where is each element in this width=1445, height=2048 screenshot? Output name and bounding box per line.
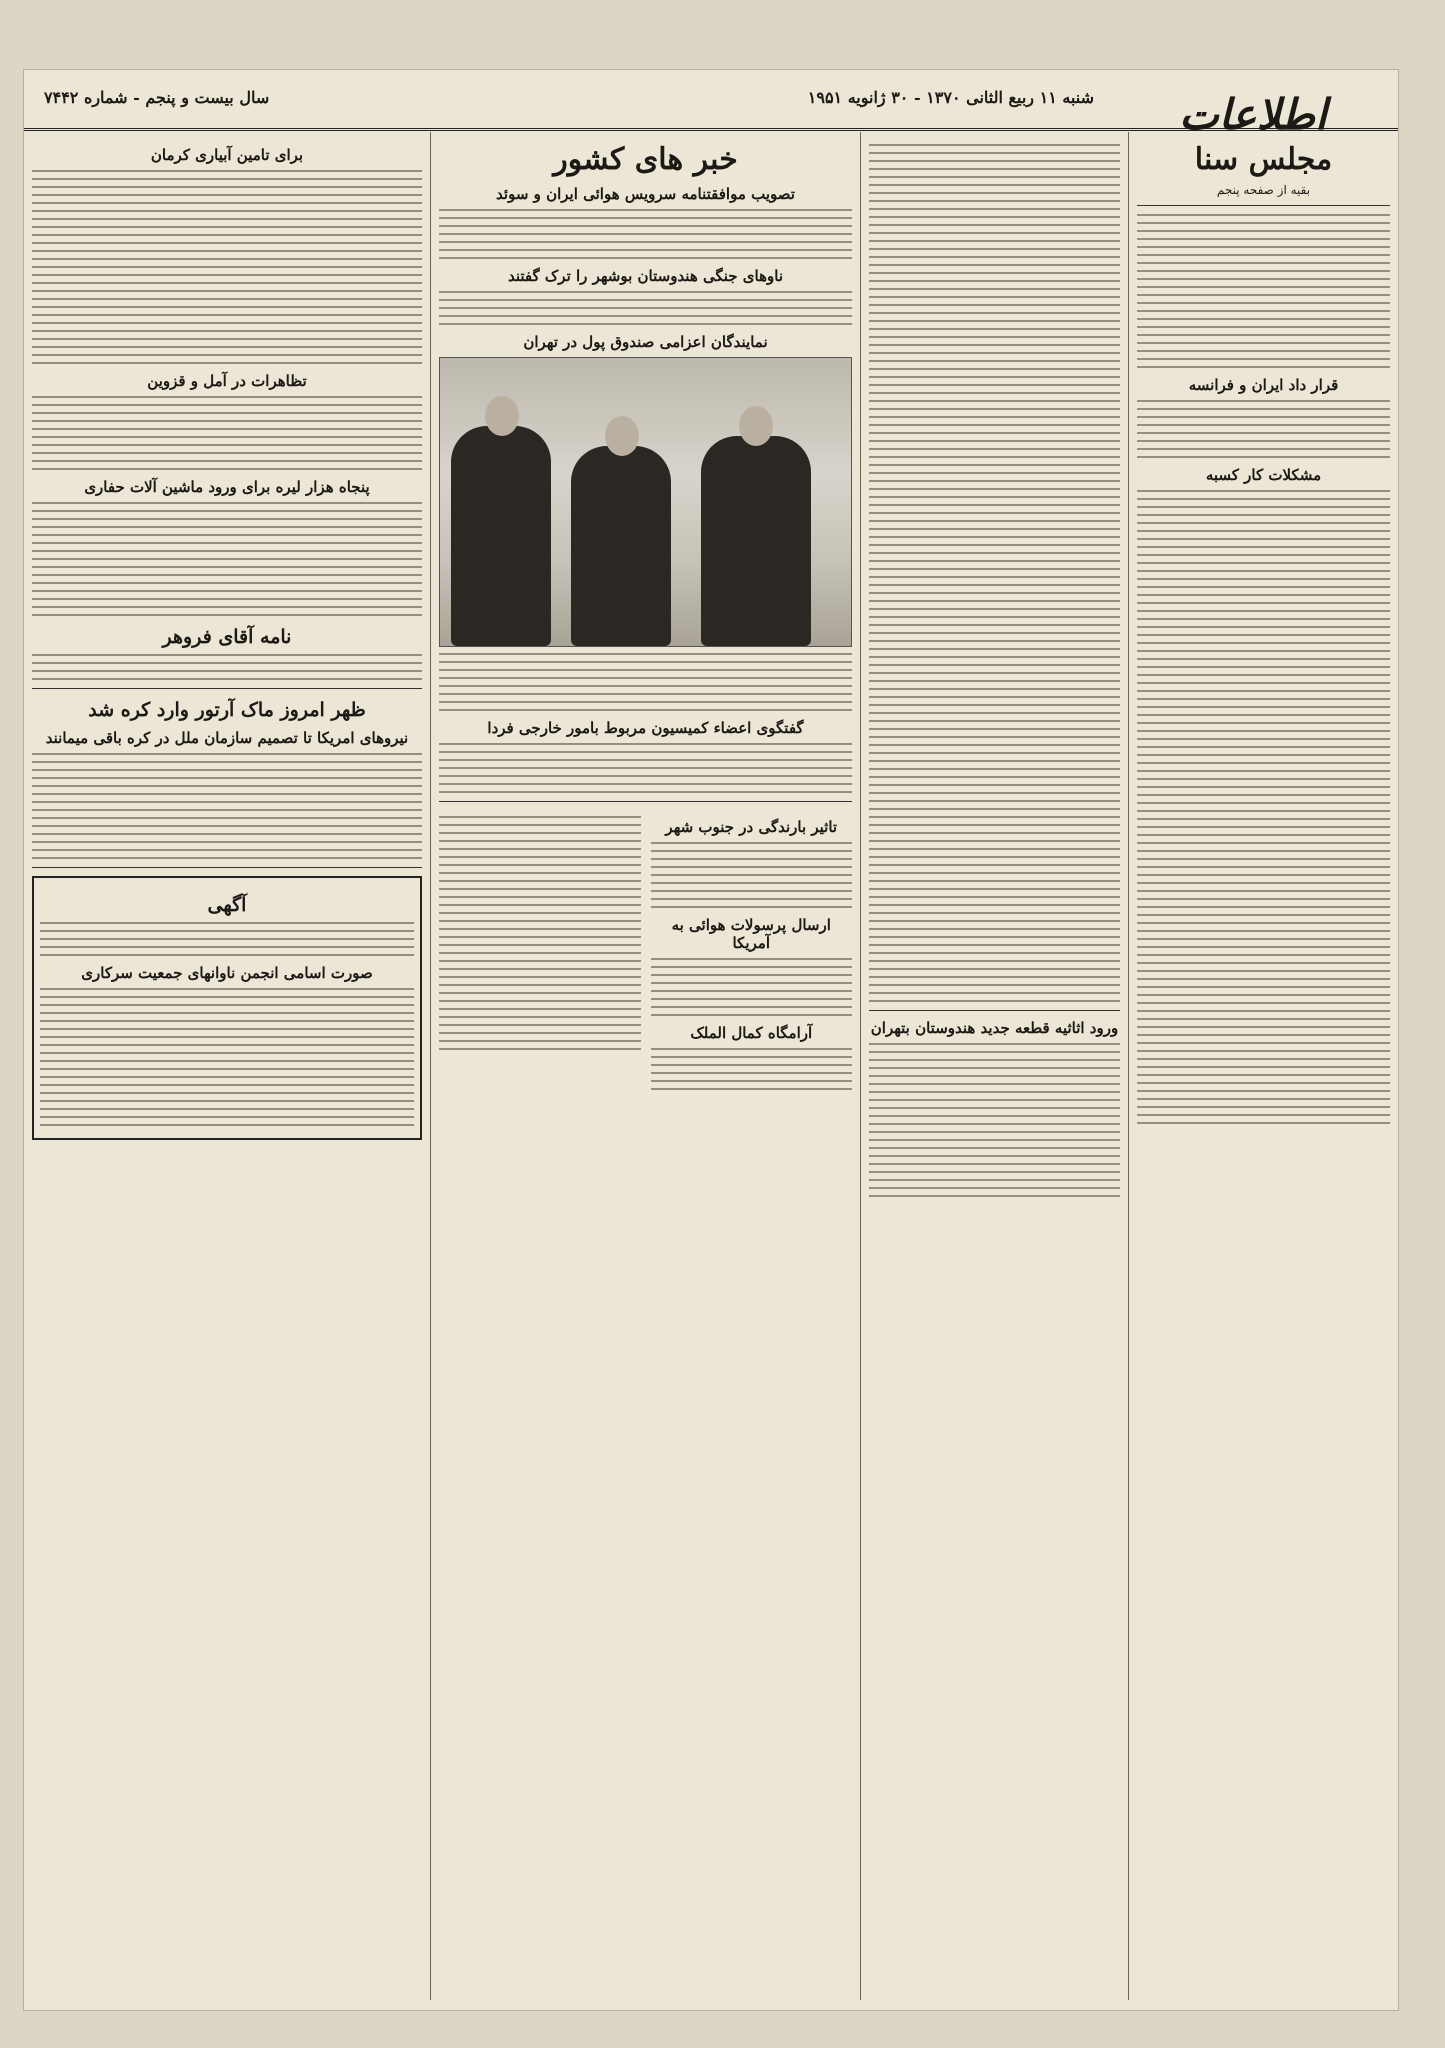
senate-body: [1137, 214, 1390, 2000]
ad-title: آگهی: [207, 894, 247, 916]
column-provincial: [24, 132, 430, 2000]
column-senate: [1128, 132, 1398, 2000]
column-national-news: [430, 132, 860, 2000]
issue-date: شنبه ۱۱ ربیع الثانی ۱۳۷۰ - ۳۰ ژانویه ۱۹۵۱: [807, 88, 1094, 107]
provincial-title: برای تامین آبیاری کرمان: [150, 146, 304, 164]
continued-body: [869, 144, 1120, 2000]
arrival-headline: ورود اثاثیه قطعه جدید هندوستان بتهران: [870, 1019, 1119, 1037]
senate-title: مجلس سنا: [1194, 142, 1333, 177]
senate-section-2: قرار داد ایران و فرانسه: [1188, 376, 1339, 394]
news-photo: [439, 357, 852, 647]
provincial-sub2: پنجاه هزار لیره برای ورود ماشین آلات حفاری: [84, 478, 370, 496]
masthead: [24, 70, 1398, 139]
condolence-headline: آرامگاه کمال الملک: [690, 1024, 813, 1042]
national-news-sub5: تاثیر بارندگی در جنوب شهر: [665, 818, 838, 836]
macarthur-headline: ظهر امروز ماک آرتور وارد کره شد: [88, 699, 366, 721]
macarthur-subhead: نیروهای امریکا تا تصمیم سازمان ملل در کره باقی میمانند: [45, 729, 409, 747]
dateline: [44, 88, 1094, 107]
ad-subtitle: صورت اسامی انجمن ناوانهای جمعیت سرکاری: [81, 964, 373, 982]
provincial-sub1: تظاهرات در آمل و قزوین: [147, 372, 307, 390]
advertisement-box: [32, 876, 422, 1140]
national-news-title: خبر های کشور: [553, 142, 738, 177]
national-news-sub6: ارسال پرسولات هوائی به آمریکا: [671, 916, 831, 952]
senate-subtitle: بقیه از صفحه پنجم: [1216, 183, 1311, 197]
national-news-sub2: ناوهای جنگی هندوستان بوشهر را ترک گفتند: [508, 267, 783, 285]
senate-section-3: مشکلات کار کسبه: [1205, 466, 1322, 484]
year-issue: سال بیست و پنجم - شماره ۷۴۴۲: [44, 88, 270, 107]
national-news-sub3: نمایندگان اعزامی صندوق پول در تهران: [523, 333, 768, 351]
column-continued: [860, 132, 1128, 2000]
national-news-sub4: گفتگوی اعضاء کمیسیون مربوط بامور خارجی فردا: [487, 719, 804, 737]
newspaper-logo: اطلاعات: [1179, 90, 1327, 139]
provincial-sub3: نامه آقای فروهر: [162, 626, 292, 648]
national-news-sub1: تصویب موافقتنامه سرویس هوائی ایران و سوئد: [496, 185, 795, 203]
newspaper-page: [24, 70, 1398, 2010]
